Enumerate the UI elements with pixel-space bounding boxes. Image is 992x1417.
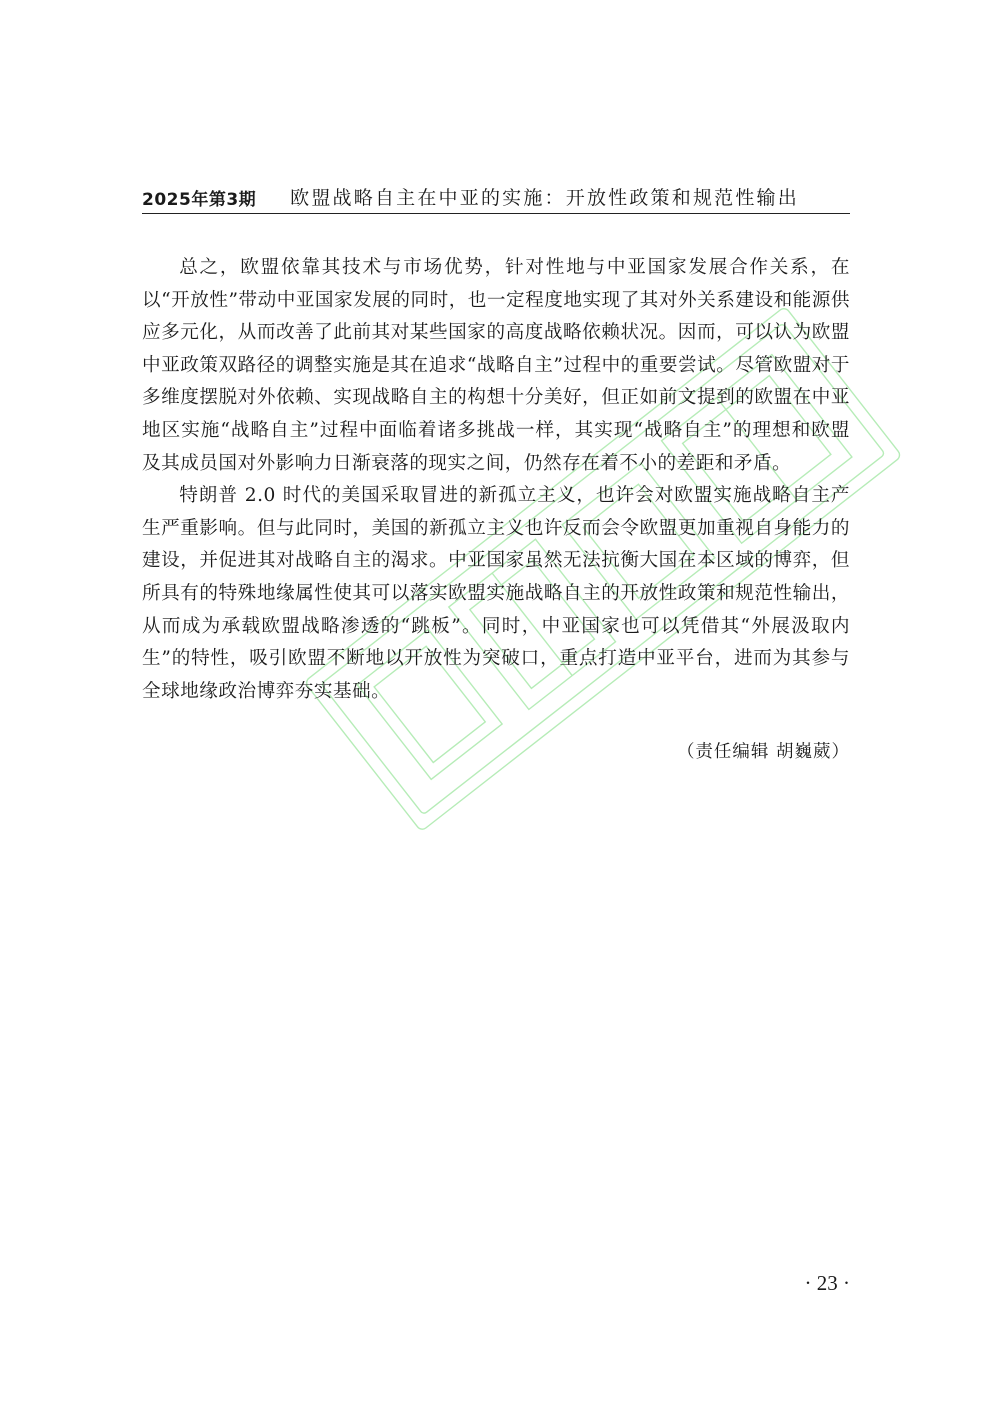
running-header	[142, 178, 850, 210]
page-number: · 23 ·	[804, 1271, 850, 1295]
article-body	[142, 252, 850, 708]
editor-credit: （责任编辑 胡巍葳）	[676, 742, 850, 762]
article-title: 欧盟战略自主在中亚的实施：开放性政策和规范性输出	[290, 187, 799, 209]
paragraph-1: 总之，欧盟依靠其技术与市场优势，针对性地与中亚国家发展合作关系，在以“开放性”带动中亚国家发展的同时，也一定程度地实现了其对外关系建设和能源供应多元化，从而改善了此前其对某些国家的高度战略依赖状况。因而，可以认为欧盟中亚政策双路径的调整实施是其在追求“战略自主”过程中的重要尝试。尽管欧盟对于多维度摆脱对外依赖、实现战略自主的构想十分美好，但正如前文提到的欧盟在中亚地区实施“战略自主”过程中面临着诸多挑战一样，其实现“战略自主”的理想和欧盟及其成员国对外影响力日渐衰落的现实之间，仍然存在着不小的差距和矛盾。	[142, 257, 850, 474]
header-divider	[142, 213, 850, 214]
journal-issue: 2025年第3期	[142, 190, 257, 210]
paragraph-2: 特朗普 2.0 时代的美国采取冒进的新孤立主义，也许会对欧盟实施战略自主产生严重影响。但与此同时，美国的新孤立主义也许反而会令欧盟更加重视自身能力的建设，并促进其对战略自主的渴求。中亚国家虽然无法抗衡大国在本区域的博弈，但所具有的特殊地缘属性使其可以落实欧盟实施战略自主的开放性政策和规范性输出，从而成为承载欧盟战略渗透的“跳板”。同时，中亚国家也可以凭借其“外展汲取内生”的特性，吸引欧盟不断地以开放性为突破口，重点打造中亚平台，进而为其参与全球地缘政治博弈夯实基础。	[142, 485, 850, 702]
